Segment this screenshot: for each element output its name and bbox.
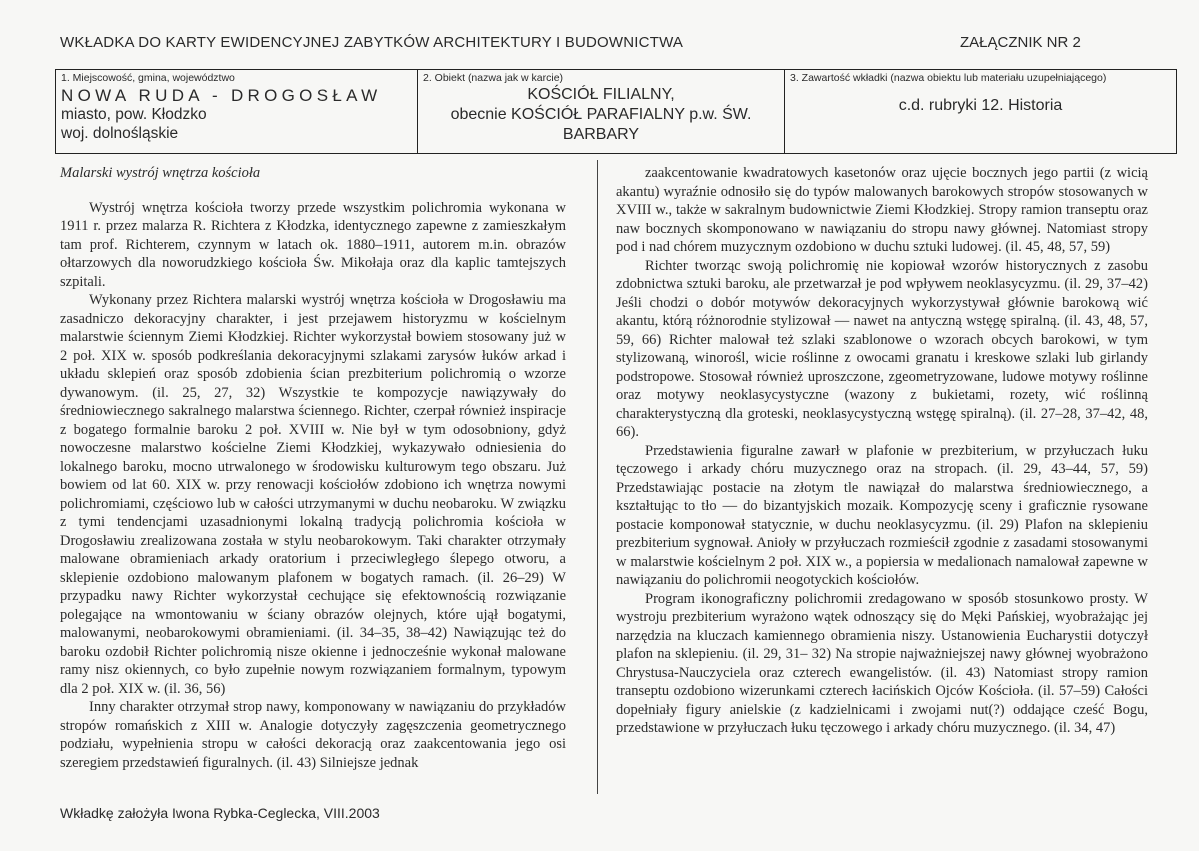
object-name-line3: BARBARY [562,126,640,143]
location-caption: 1. Miejscowość, gmina, województwo [61,72,235,84]
location-voivodeship: woj. dolnośląskie [61,125,179,142]
column-divider [597,160,598,794]
paragraph: zaakcentowanie kwadratowych kasetonów oraz ujęcie bocznych jego partii (z wicią akantu) wyraźnie odnosiło się do typów malowanych barokowych stropów stosowanych w XVIII w., także w sakralnym budownictwie Ziemi Kłodzkiej. Stropy ramion transeptu oraz naw bocznych skomponowano w nawiązaniu do stropu nawy głównej. Natomiast stropy pod i nad chórem muzycznym ozdobiono w duchu sztuki ludowej. (il. 45, 48, 57, 59) [616,165,1148,255]
section-heading: Malarski wystrój wnętrza kościoła [60,165,261,181]
document-title: WKŁADKA DO KARTY EWIDENCYJNEJ ZABYTKÓW ARCHITEKTURY I BUDOWNICTWA [60,34,684,51]
paragraph: Przedstawienia figuralne zawarł w plafonie w prezbiterium, w przyłuczach łuku tęczowego i arkady chóru muzycznego oraz na stropach. (il. 29, 43–44, 57, 59) Przedstawiając postacie na złotym tle nawiązał do malarstwa średniowiecznego, a kształtując to tło — do bizantyjskich mozaik. Kompozycję sceny i graficznie rysowane postacie komponował statycznie, w duchu neoklasycyzmu. (il. 29) Plafon na sklepieniu prezbiterium sygnował. Anioły w przyłuczach rozmieścił zgodnie z zasadami stosowanymi w malarstwie kościelnym 2 poł. XIX w., a popiersia w medalionach namalował zapewne w nawiązaniu do polichromii neogotyckich kościołów. [616,442,1148,588]
object-caption: 2. Obiekt (nazwa jak w karcie) [423,72,564,84]
location-cell [56,70,418,153]
paragraph: Wystrój wnętrza kościoła tworzy przede wszystkim polichromia wykonana w 1911 r. przez malarza R. Richtera z Kłodzka, identycznego zapewne z zamieszkałym tam prof. Richterem, czynnym w latach ok. 1880–1911, autorem m.in. obrazów ołtarzowych dla noworudzkiego kościoła Św. Mikołaja oraz dla kaplic tamtejszych szpitali. [60,199,566,290]
annex-number: ZAŁĄCZNIK NR 2 [960,34,1081,51]
content-description: c.d. rubryki 12. Historia [898,97,1063,114]
right-text-column [616,164,1148,738]
left-text-column [60,164,566,772]
object-name-line1: KOŚCIÓŁ FILIALNY, [527,86,675,103]
author-footer: Wkładkę założyła Iwona Rybka-Ceglecka, VIII.2003 [60,805,380,821]
paragraph: Inny charakter otrzymał strop nawy, komponowany w nawiązaniu do przykładów stropów romańskich z XIII w. Analogie dotyczyły zagęszczenia geometrycznego podziału, wypełnienia stropu w całości dekoracją oraz zaakcentowania jego osi szeregiem przedstawień figuralnych. (il. 43) Silniejsze jednak [60,699,566,771]
paragraph: Richter tworząc swoją polichromię nie kopiował wzorów historycznych z zasobu zdobnictwa sztuki baroku, ale przetwarzał je pod wpływem neoklasycyzmu. (il. 29, 37–42) Jeśli chodzi o dobór motywów dekoracyjnych wykorzystywał głównie barokową wić akantu, którą różnorodnie stylizował — nawet na antyczną wstęgę spiralną. (il. 43, 48, 57, 59, 66) Richter malował też szlaki szablonowe o wzorach obcych barokowi, w tym stylizowaną, winorośl, wicie roślinne z owocami granatu i kreskowe szlaki lub girlandy podstropowe. Stosował również uproszczone, zgeometryzowane, ludowe motywy roślinne oraz motywy neoklasycystyczne (wazony z bukietami, rozety, wić roślinną charakterystyczną dla groteski, neoklasycystyczną wstęgę spiralną). (il. 27–28, 37–42, 48, 66). [616,257,1148,440]
header-table [55,69,1177,154]
location-county: miasto, pow. Kłodzko [61,106,207,123]
content-caption: 3. Zawartość wkładki (nazwa obiektu lub materiału uzupełniającego) [790,72,1107,84]
location-place: NOWA RUDA - DROGOSŁAW [61,86,382,105]
object-name-line2: obecnie KOŚCIÓŁ PARAFIALNY p.w. ŚW. [450,106,752,123]
object-cell [418,70,785,153]
paragraph: Program ikonograficzny polichromii zredagowano w sposób stosunkowo prosty. W wystroju prezbiterium wyrażono wątek odnoszący się do Męki Pańskiej, wyobrażając jej narzędzia na kluczach kamiennego obramienia niszy. Ustanowienia Eucharystii dotyczył plafon na sklepieniu. (il. 29, 31– 32) Na stropie najważniejszej nawy głównej wyobrażono Chrystusa-Nauczyciela oraz czterech ewangelistów. (il. 43) Natomiast stropy ramion transeptu ozdobiono wizerunkami czterech łacińskich Ojców Kościoła. (il. 57–59) Całości dopełniały figury anielskie (z kadzielnicami i zwojami nut(?) oddające cześć Bogu, przedstawione w przyłuczach łuku tęczowego i arkady chóru muzycznego. (il. 34, 47) [616,590,1148,736]
content-cell [785,70,1176,153]
paragraph: Wykonany przez Richtera malarski wystrój wnętrza kościoła w Drogosławiu ma zasadniczo dekoracyjny charakter, i jest przejawem historyzmu w kościelnym malarstwie ściennym Ziemi Kłodzkiej. Richter wykorzystał bowiem stosowany już w 2 poł. XIX w. sposób podkreślania dekoracyjnymi szlakami zarysów łuków arkad i układu sklepień oraz sposób zdobienia ścian prezbiterium polichromią o wzorze dywanowym. (il. 25, 27, 32) Wszystkie te kompozycje nawiązywały do średniowiecznego sakralnego malarstwa ściennego. Richter, czerpał również inspiracje z bogatego formalnie baroku 2 poł. XVIII w. Nie był w tym odosobniony, gdyż nowoczesne malarstwo kościelne Ziemi Kłodzkiej, wykazywało odniesienia do lokalnego baroku, mocno utrwalonego w środowisku kulturowym tego obszaru. Już bowiem od lat 60. XIX w. przy renowacji kościołów zdobiono ich wnętrza nowymi polichromiami, częściowo lub w całości utrzymanymi w duchu neobaroku. W związku z tymi tendencjami uzasadnionymi lokalną tradycją polichromia kościoła w Drogosławiu zrealizowana została w stylu neobarokowym. Taki charakter otrzymały malowane obramieniach arkady oratorium i przeciwległego ślepego otworu, a sklepienie ozdobiono malowanym plafonem w bogatych ramach. (il. 26–29) W przypadku nawy Richter wykorzystał cechujące się efektownością rozwiązanie polegające na wmontowaniu w ściany obrazów olejnych, które ujął bogatymi, malowanymi, neobarokowymi obramieniami. (il. 34–35, 38–42) Nawiązując też do baroku ozdobił Richter polichromią nisze okienne i jednocześnie wykonał malowane ramy nisz okiennych, co było zupełnie nowym rozwiązaniem formalnym, typowym dla 2 poł. XIX w. (il. 36, 56) [60,292,566,697]
